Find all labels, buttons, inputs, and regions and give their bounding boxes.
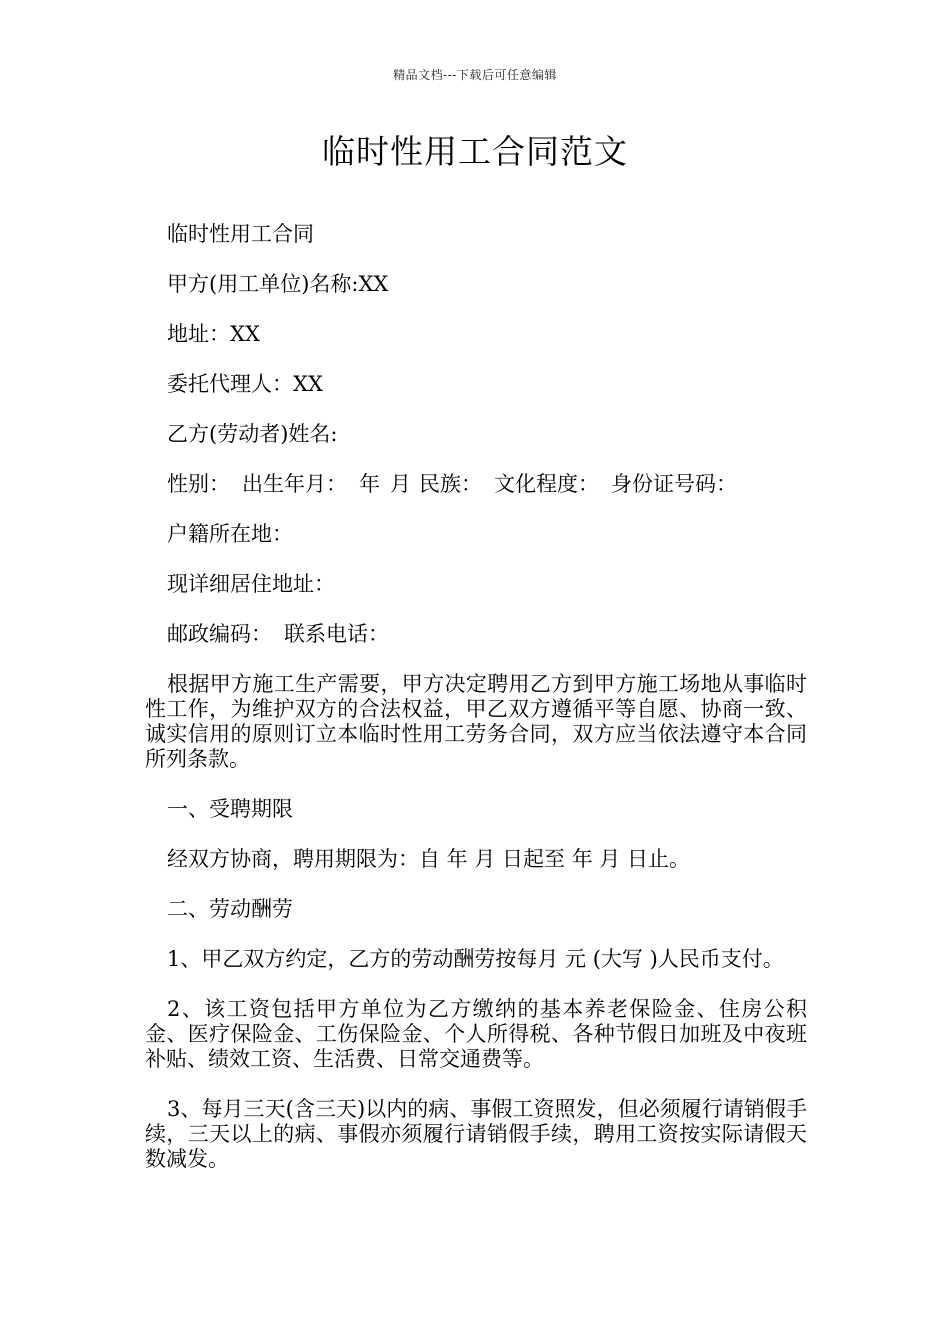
contract-name-line: 临时性用工合同 <box>167 222 314 246</box>
intro-paragraph: 根据甲方施工生产需要，甲方决定聘用乙方到甲方施工场地从事临时性工作，为维护双方的合法权益，甲乙双方遵循平等自愿、协商一致、诚实信用的原则订立本临时性用工劳务合同，双方应当依法遵守本合同所列条款。 <box>145 672 807 771</box>
ethnicity-label: 民族： <box>419 472 482 496</box>
party-b-name-line: 乙方(劳动者)姓名: <box>167 422 338 446</box>
gender-label: 性别： <box>167 472 230 496</box>
birth-label: 出生年月： <box>242 472 347 496</box>
document-body <box>145 222 807 1197</box>
postcode-label: 邮政编码： <box>167 622 272 646</box>
id-number-label: 身份证号码： <box>611 472 737 496</box>
year-label: 年 <box>359 472 380 496</box>
contact-line <box>145 622 807 647</box>
item2-paragraph: 2、该工资包括甲方单位为乙方缴纳的基本养老保险金、住房公积金、医疗保险金、工伤保险金、个人所得税、各种节假日加班及中夜班补贴、绩效工资、生活费、日常交通费等。 <box>145 997 807 1071</box>
phone-label: 联系电话： <box>284 622 389 646</box>
household-line: 户籍所在地： <box>167 522 293 546</box>
section1-heading: 一、受聘期限 <box>167 797 293 821</box>
personal-info-line <box>145 472 807 497</box>
address-line: 地址：XX <box>167 322 260 346</box>
item3-paragraph: 3、每月三天(含三天)以内的病、事假工资照发，但必须履行请销假手续，三天以上的病、事假亦须履行请销假手续，聘用工资按实际请假天数减发。 <box>145 1097 807 1171</box>
education-label: 文化程度： <box>494 472 599 496</box>
month-label: 月 <box>390 472 411 496</box>
party-a-name-line: 甲方(用工单位)名称:XX <box>167 272 389 296</box>
item1-paragraph: 1、甲乙双方约定，乙方的劳动酬劳按每月 元 (大写 )人民币支付。 <box>167 947 784 971</box>
section1-body: 经双方协商，聘用期限为：自 年 月 日起至 年 月 日止。 <box>167 847 691 871</box>
section2-heading: 二、劳动酬劳 <box>167 897 293 921</box>
document-title: 临时性用工合同范文 <box>322 132 628 171</box>
residence-line: 现详细居住地址： <box>167 572 335 596</box>
agent-line: 委托代理人：XX <box>167 372 323 396</box>
header-note: 精品文档---下载后可任意编辑 <box>393 68 557 82</box>
